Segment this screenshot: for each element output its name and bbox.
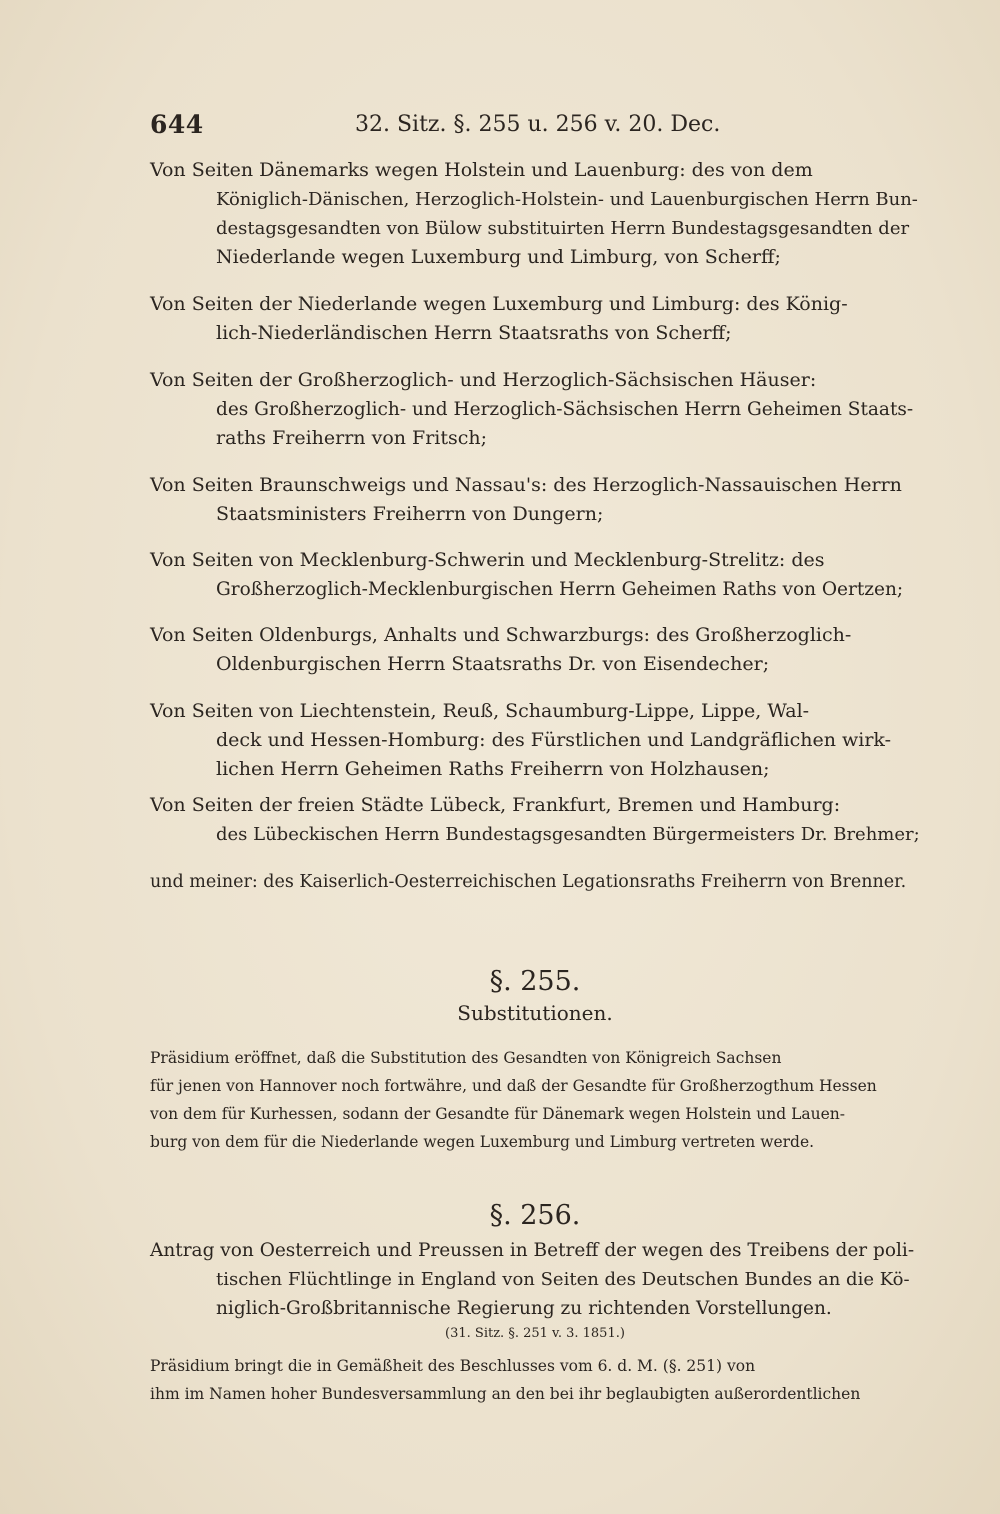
text-line: deck und Hessen-Homburg: des Fürstlichen und Landgräflichen wirk- [216, 729, 892, 751]
section-256-title [150, 1236, 920, 1323]
paragraph-saechsische-haeuser [150, 366, 920, 453]
citation: (31. Sitz. §. 251 v. 3. 1851.) [445, 1326, 625, 1341]
text-line: Antrag von Oesterreich und Preussen in Betreff der wegen des Treibens der poli- [150, 1240, 915, 1261]
text-line: tischen Flüchtlinge in England von Seiten des Deutschen Bundes an die Kö- [216, 1269, 910, 1290]
text-line: Oldenburgischen Herrn Staatsraths Dr. von Eisendecher; [216, 653, 770, 675]
running-head: 32. Sitz. §. 255 u. 256 v. 20. Dec. [355, 112, 721, 137]
text-line: Präsidium eröffnet, daß die Substitution des Gesandten von Königreich Sachsen [150, 1049, 782, 1067]
text-line: lich-Niederländischen Herrn Staatsraths von Scherff; [216, 322, 732, 344]
section-title: Substitutionen. [457, 1001, 613, 1025]
text-line: des Großherzoglich- und Herzoglich-Sächsischen Herrn Geheimen Staats- [216, 399, 914, 420]
page-number: 644 [150, 110, 204, 139]
text-line: Von Seiten der freien Städte Lübeck, Frankfurt, Bremen und Hamburg: [150, 794, 841, 816]
text-line: des Lübeckischen Herrn Bundestagsgesandten Bürgermeisters Dr. Brehmer; [216, 824, 920, 845]
page-header [150, 110, 920, 146]
text-line: Von Seiten Braunschweigs und Nassau's: des Herzoglich-Nassauischen Herrn [150, 474, 902, 496]
text-line: Von Seiten Oldenburgs, Anhalts und Schwarzburgs: des Großherzoglich- [150, 624, 852, 646]
section-255-body [150, 1044, 920, 1156]
text-line: Niederlande wegen Luxemburg und Limburg, von Scherff; [216, 246, 781, 268]
text-line: und meiner: des Kaiserlich-Oesterreichischen Legationsraths Freiherrn von Brenner. [150, 872, 907, 892]
text-line: für jenen von Hannover noch fortwähre, und daß der Gesandte für Großherzogthum Hessen [150, 1077, 877, 1095]
text-line: Königlich-Dänischen, Herzoglich-Holstein- und Lauenburgischen Herrn Bun- [216, 189, 918, 210]
text-line: Von Seiten Dänemarks wegen Holstein und Lauenburg: des von dem [150, 159, 813, 181]
text-line: ihm im Namen hoher Bundesversammlung an den bei ihr beglaubigten außerordentlichen [150, 1385, 861, 1403]
section-256-body [150, 1352, 920, 1408]
text-line: destagsgesandten von Bülow substituirten Herrn Bundestagsgesandten der [216, 218, 910, 239]
text-line: burg von dem für die Niederlande wegen Luxemburg und Limburg vertreten werde. [150, 1133, 815, 1151]
text-line: Von Seiten der Großherzoglich- und Herzoglich-Sächsischen Häuser: [150, 369, 817, 391]
section-number: §. 256. [489, 1200, 581, 1231]
text-line: Von Seiten von Liechtenstein, Reuß, Schaumburg-Lippe, Lippe, Wal- [150, 700, 810, 722]
paragraph-braunschweig-nassau [150, 471, 920, 529]
paragraph-oldenburg-anhalt [150, 621, 920, 679]
text-line: niglich-Großbritannische Regierung zu richtenden Vorstellungen. [216, 1298, 832, 1319]
section-number: §. 255. [489, 966, 581, 997]
text-line: von dem für Kurhessen, sodann der Gesandte für Dänemark wegen Holstein und Lauen- [150, 1105, 845, 1123]
text-line: Großherzoglich-Mecklenburgischen Herrn Geheimen Raths von Oertzen; [216, 579, 904, 600]
paragraph-daenemark [150, 156, 920, 272]
text-line: Von Seiten von Mecklenburg-Schwerin und Mecklenburg-Strelitz: des [150, 549, 825, 571]
text-line: Präsidium bringt die in Gemäßheit des Beschlusses vom 6. d. M. (§. 251) von [150, 1357, 756, 1375]
paragraph-liechtenstein [150, 697, 920, 784]
text-line: Von Seiten der Niederlande wegen Luxemburg und Limburg: des König- [150, 293, 848, 315]
paragraph-freie-staedte [150, 791, 920, 849]
paragraph-mecklenburg [150, 546, 920, 604]
text-line: raths Freiherrn von Fritsch; [216, 427, 488, 449]
paragraph-niederlande [150, 290, 920, 348]
text-line: lichen Herrn Geheimen Raths Freiherrn von Holzhausen; [216, 758, 770, 780]
section-256-heading [150, 1200, 920, 1231]
text-line: Staatsministers Freiherrn von Dungern; [216, 503, 604, 525]
paragraph-oesterreich [150, 868, 920, 897]
section-255-heading [150, 966, 920, 1025]
